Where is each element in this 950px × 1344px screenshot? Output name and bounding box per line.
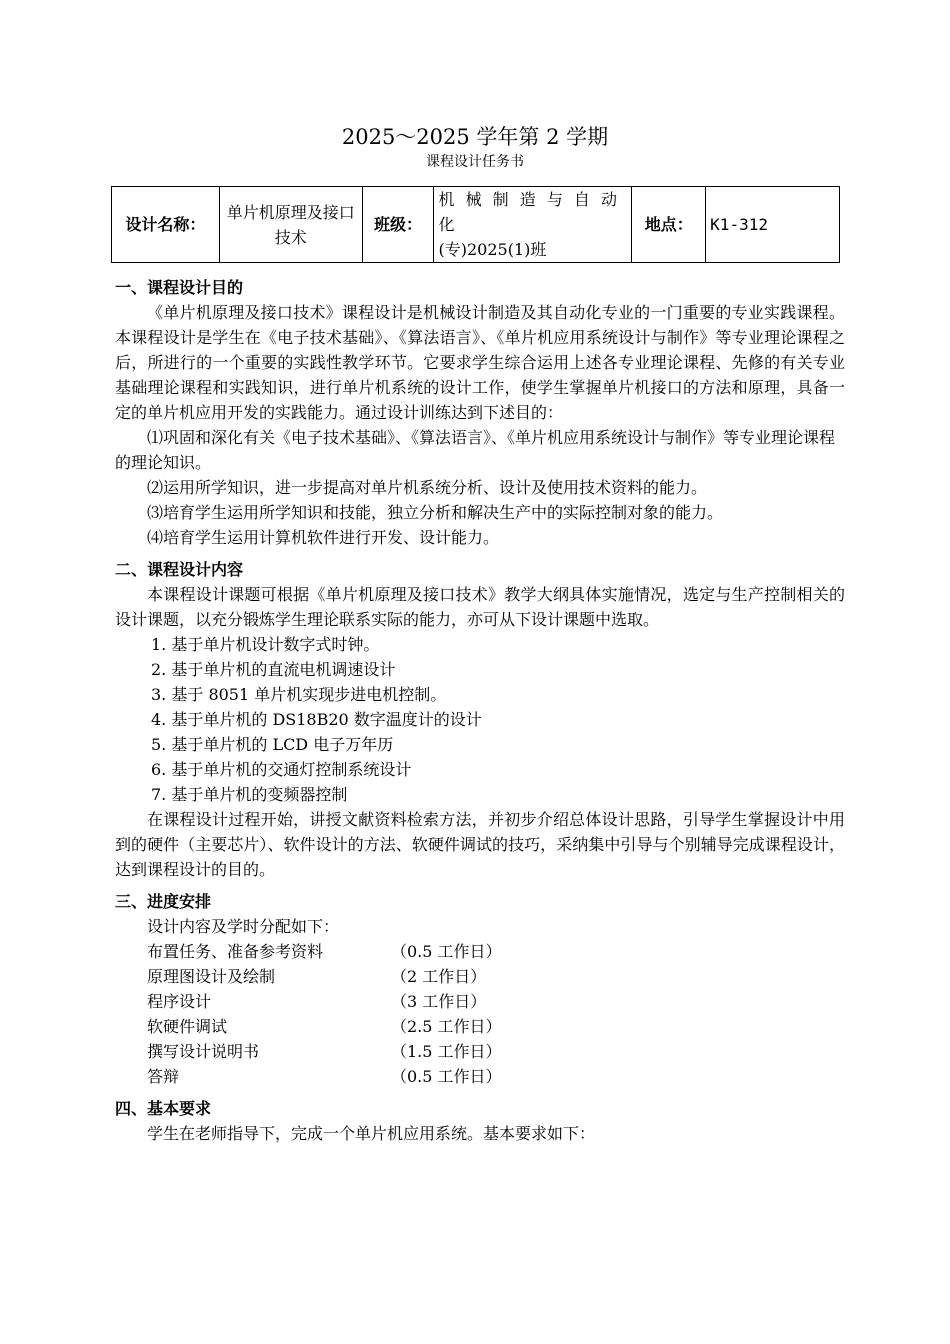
class-label: 班级： (362, 187, 434, 263)
schedule-time: （3 工作日） (391, 992, 487, 1011)
schedule-time: （0.5 工作日） (391, 1067, 502, 1086)
schedule-row (115, 1039, 845, 1064)
design-name-label: 设计名称： (112, 187, 220, 263)
section-heading: 一、课程设计目的 (115, 278, 244, 297)
location-label: 地点： (632, 187, 706, 263)
list-item: ⑶培育学生运用所学知识和技能，独立分析和解决生产中的实际控制对象的能力。 (147, 503, 724, 522)
section-heading: 三、进度安排 (115, 892, 212, 911)
section-heading: 二、课程设计内容 (115, 560, 244, 579)
topic-item: 5. 基于单片机的 LCD 电子万年历 (151, 735, 394, 754)
document-body (115, 276, 845, 1146)
page-title: 2025～2025 学年第 2 学期 (341, 125, 609, 149)
location-value: K1-312 (706, 187, 840, 263)
topic-item: 7. 基于单片机的变频器控制 (151, 785, 348, 804)
topic-item: 4. 基于单片机的 DS18B20 数字温度计的设计 (151, 710, 482, 729)
info-table (111, 186, 840, 263)
topic-item: 2. 基于单片机的直流电机调速设计 (151, 660, 396, 679)
schedule-time: （1.5 工作日） (391, 1042, 502, 1061)
section-heading: 四、基本要求 (115, 1099, 212, 1118)
schedule-task: 答辩 (147, 1067, 180, 1086)
schedule-row (115, 989, 845, 1014)
schedule-time: （2.5 工作日） (391, 1017, 502, 1036)
schedule-task: 撰写设计说明书 (147, 1042, 260, 1061)
topic-item: 3. 基于 8051 单片机实现步进电机控制。 (151, 685, 447, 704)
schedule-task: 软硬件调试 (147, 1017, 228, 1036)
schedule-row (115, 1064, 845, 1089)
paragraph: 学生在老师指导下，完成一个单片机应用系统。基本要求如下： (147, 1124, 596, 1143)
page-subtitle: 课程设计任务书 (426, 154, 524, 170)
schedule-row (115, 1014, 845, 1039)
schedule-time: （2 工作日） (391, 967, 487, 986)
schedule-task: 原理图设计及绘制 (147, 967, 276, 986)
schedule-task: 布置任务、准备参考资料 (147, 942, 324, 961)
schedule-time: （0.5 工作日） (391, 942, 502, 961)
class-value: 机 械 制 造 与 自 动 化 (专)2025(1)班 (434, 187, 632, 263)
topic-item: 6. 基于单片机的交通灯控制系统设计 (151, 760, 412, 779)
paragraph: 《单片机原理及接口技术》课程设计是机械设计制造及其自动化专业的一门重要的专业实践课程。本课程设计是学生在《电子技术基础》、《算法语言》、《单片机应用系统设计与制作》等专业理论课程之后，所进行的一个重要的实践性教学环节。它要求学生综合运用上述各专业理论课程、先修的有关专业基础理论课程和实践知识，进行单片机系统的设计工作，使学生掌握单片机接口的方法和原理，具备一定的单片机应用开发的实践能力。通过设计训练达到下述目的： (115, 303, 845, 422)
schedule-task: 程序设计 (147, 992, 212, 1011)
list-item: ⑴巩固和深化有关《电子技术基础》、《算法语言》、《单片机应用系统设计与制作》等专业理论课程的理论知识。 (115, 428, 836, 472)
paragraph: 在课程设计过程开始，讲授文献资料检索方法，并初步介绍总体设计思路，引导学生掌握设计中用到的硬件（主要芯片）、软件设计的方法、软硬件调试的技巧，采纳集中引导与个别辅导完成课程设计，达到课程设计的目的。 (115, 810, 845, 879)
list-item: ⑷培育学生运用计算机软件进行开发、设计能力。 (147, 528, 500, 547)
design-name-value: 单片机原理及接口技术 (219, 187, 362, 263)
paragraph: 设计内容及学时分配如下： (147, 917, 340, 936)
paragraph: 本课程设计课题可根据《单片机原理及接口技术》教学大纲具体实施情况，选定与生产控制相关的设计课题，以充分锻炼学生理论联系实际的能力，亦可从下设计课题中选取。 (115, 585, 845, 629)
schedule-row (115, 939, 845, 964)
schedule-row (115, 964, 845, 989)
list-item: ⑵运用所学知识，进一步提高对单片机系统分析、设计及使用技术资料的能力。 (147, 478, 708, 497)
topic-item: 1. 基于单片机设计数字式时钟。 (151, 635, 380, 654)
